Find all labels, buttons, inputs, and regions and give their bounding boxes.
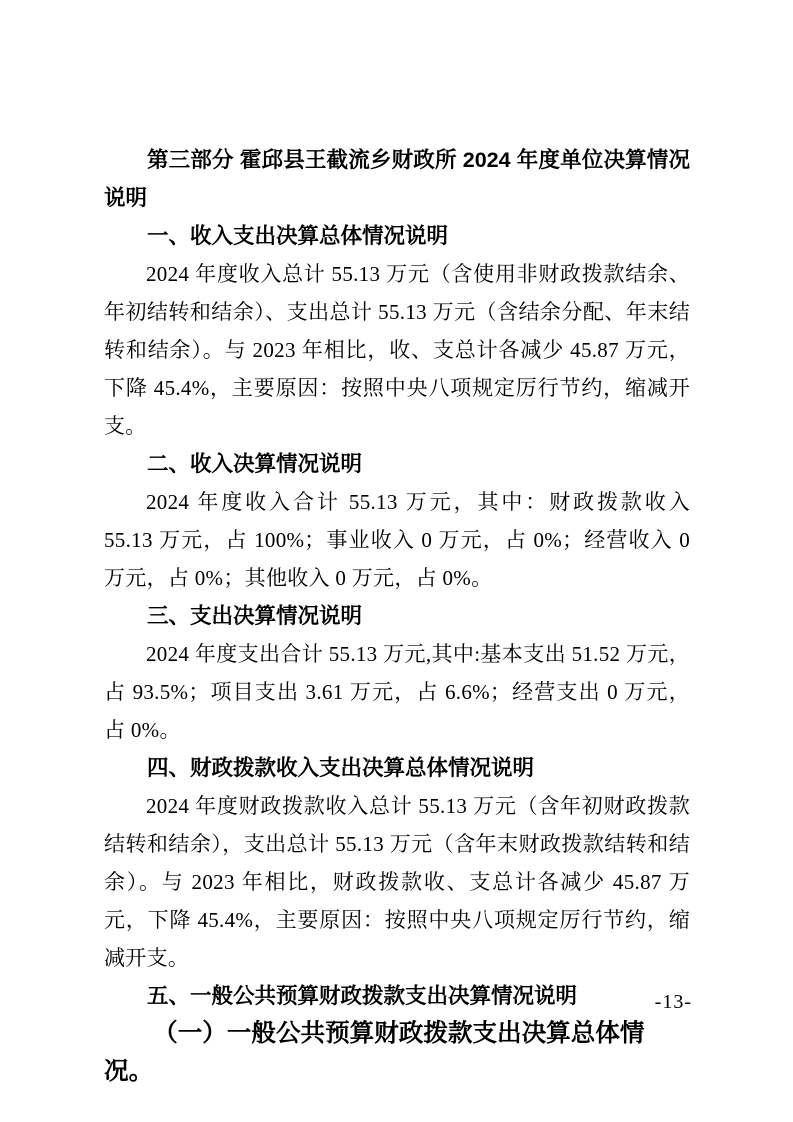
document-title: 第三部分 霍邱县王截流乡财政所 2024 年度单位决算情况说明 xyxy=(104,148,690,210)
section-2-paragraph: 2024 年度收入合计 55.13 万元，其中：财政拨款收入 55.13 万元，占 100%；事业收入 0 万元，占 0%；经营收入 0 万元，占 0%；其他收入 0 万元，占 0%。 xyxy=(104,490,690,590)
section-1-paragraph: 2024 年度收入总计 55.13 万元（含使用非财政拨款结余、年初结转和结余）、支出总计 55.13 万元（含结余分配、年末结转和结余）。与 2023 年相比，收、支总计各减少 45.87 万元，下降 45.4%，主要原因：按照中央八项规定厉行节约，缩减开支。 xyxy=(104,262,690,438)
section-4-heading: 四、财政拨款收入支出决算总体情况说明 xyxy=(147,756,535,780)
section-2-heading: 二、收入决算情况说明 xyxy=(147,452,363,476)
section-1-heading: 一、收入支出决算总体情况说明 xyxy=(147,224,449,248)
section-4-paragraph: 2024 年度财政拨款收入总计 55.13 万元（含年初财政拨款结转和结余），支出总计 55.13 万元（含年末财政拨款结转和结余）。与 2023 年相比，财政拨款收、支总计各减少 45.87 万元，下降 45.4%，主要原因：按照中央八项规定厉行节约，缩减开支。 xyxy=(104,794,690,970)
section-5-subheading: （一）一般公共预算财政拨款支出决算总体情况。 xyxy=(104,1020,645,1085)
page-number: -13- xyxy=(654,991,692,1013)
section-5-heading: 五、一般公共预算财政拨款支出决算情况说明 xyxy=(147,984,578,1008)
section-3-paragraph: 2024 年度支出合计 55.13 万元,其中:基本支出 51.52 万元，占 93.5%；项目支出 3.61 万元，占 6.6%；经营支出 0 万元，占 0%。 xyxy=(104,642,690,742)
section-3-heading: 三、支出决算情况说明 xyxy=(147,604,363,628)
